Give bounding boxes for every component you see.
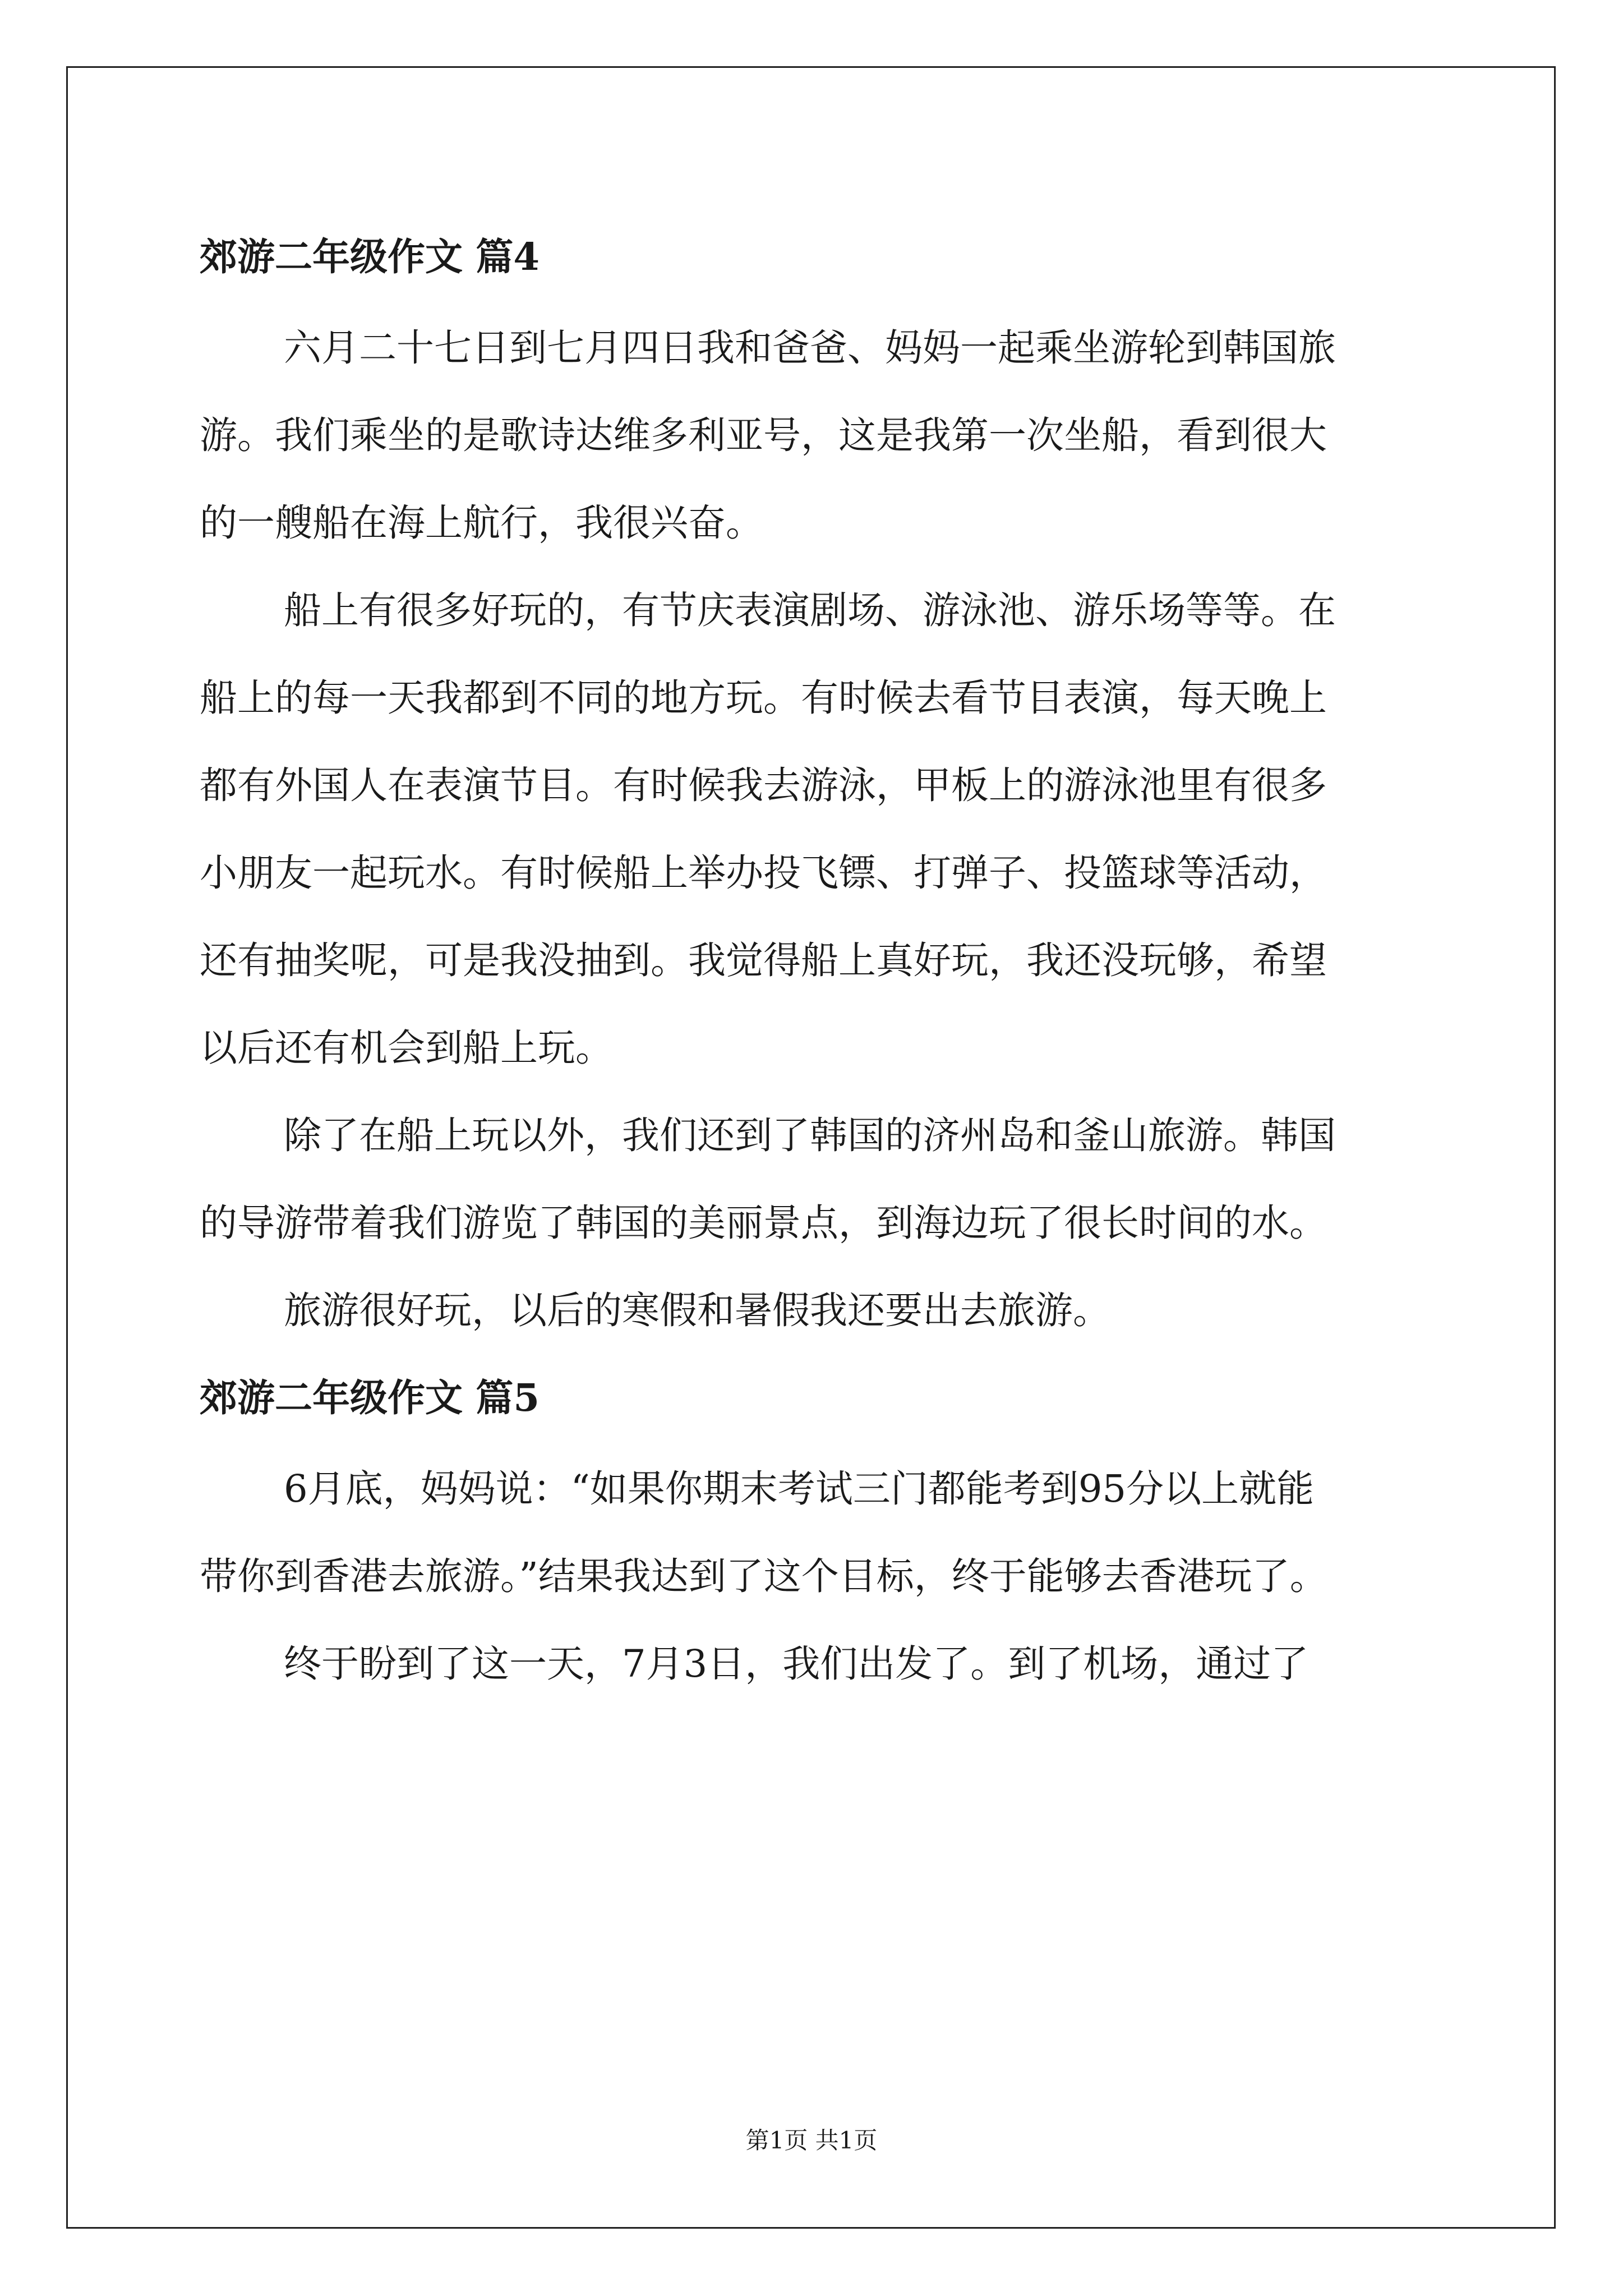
paragraph-line: 船上的每一天我都到不同的地方玩。有时候去看节目表演，每天晚上 <box>200 676 1327 720</box>
paragraph-line: 终于盼到了这一天，7月3日，我们出发了。到了机场，通过了 <box>284 1642 1309 1686</box>
paragraph-line: 六月二十七日到七月四日我和爸爸、妈妈一起乘坐游轮到韩国旅 <box>284 326 1336 370</box>
paragraph-line: 的导游带着我们游览了韩国的美丽景点，到海边玩了很长时间的水。 <box>200 1201 1327 1245</box>
paragraph <box>200 1092 1433 1267</box>
paragraph-line: 游。我们乘坐的是歌诗达维多利亚号，这是我第一次坐船，看到很大 <box>200 413 1327 457</box>
page-footer: 第1页 共1页 <box>745 2127 878 2154</box>
section-heading: 郊游二年级作文 篇5 <box>200 1375 540 1420</box>
paragraph-line: 除了在船上玩以外，我们还到了韩国的济州岛和釜山旅游。韩国 <box>284 1114 1336 1157</box>
paragraph-line: 都有外国人在表演节目。有时候我去游泳，甲板上的游泳池里有很多 <box>200 763 1327 807</box>
paragraph-line: 6月底，妈妈说：“如果你期末考试三门都能考到95分以上就能 <box>284 1467 1315 1511</box>
section-heading: 郊游二年级作文 篇4 <box>200 234 540 279</box>
paragraph <box>200 1620 1433 1708</box>
paragraph-line: 小朋友一起玩水。有时候船上举办投飞镖、打弹子、投篮球等活动， <box>200 851 1327 895</box>
paragraph <box>200 1445 1433 1620</box>
paragraph-line: 船上有很多好玩的，有节庆表演剧场、游泳池、游乐场等等。在 <box>284 588 1336 632</box>
paragraph-line: 带你到香港去旅游。”结果我达到了这个目标，终于能够去香港玩了。 <box>200 1554 1327 1598</box>
document-body <box>200 213 1433 1708</box>
paragraph <box>200 1267 1433 1354</box>
paragraph-line: 旅游很好玩，以后的寒假和暑假我还要出去旅游。 <box>284 1289 1110 1332</box>
paragraph-line: 还有抽奖呢，可是我没抽到。我觉得船上真好玩，我还没玩够，希望 <box>200 938 1327 982</box>
paragraph <box>200 304 1433 567</box>
paragraph-line: 的一艘船在海上航行，我很兴奋。 <box>200 501 763 545</box>
paragraph-line: 以后还有机会到船上玩。 <box>200 1026 613 1070</box>
paragraph <box>200 567 1433 1092</box>
